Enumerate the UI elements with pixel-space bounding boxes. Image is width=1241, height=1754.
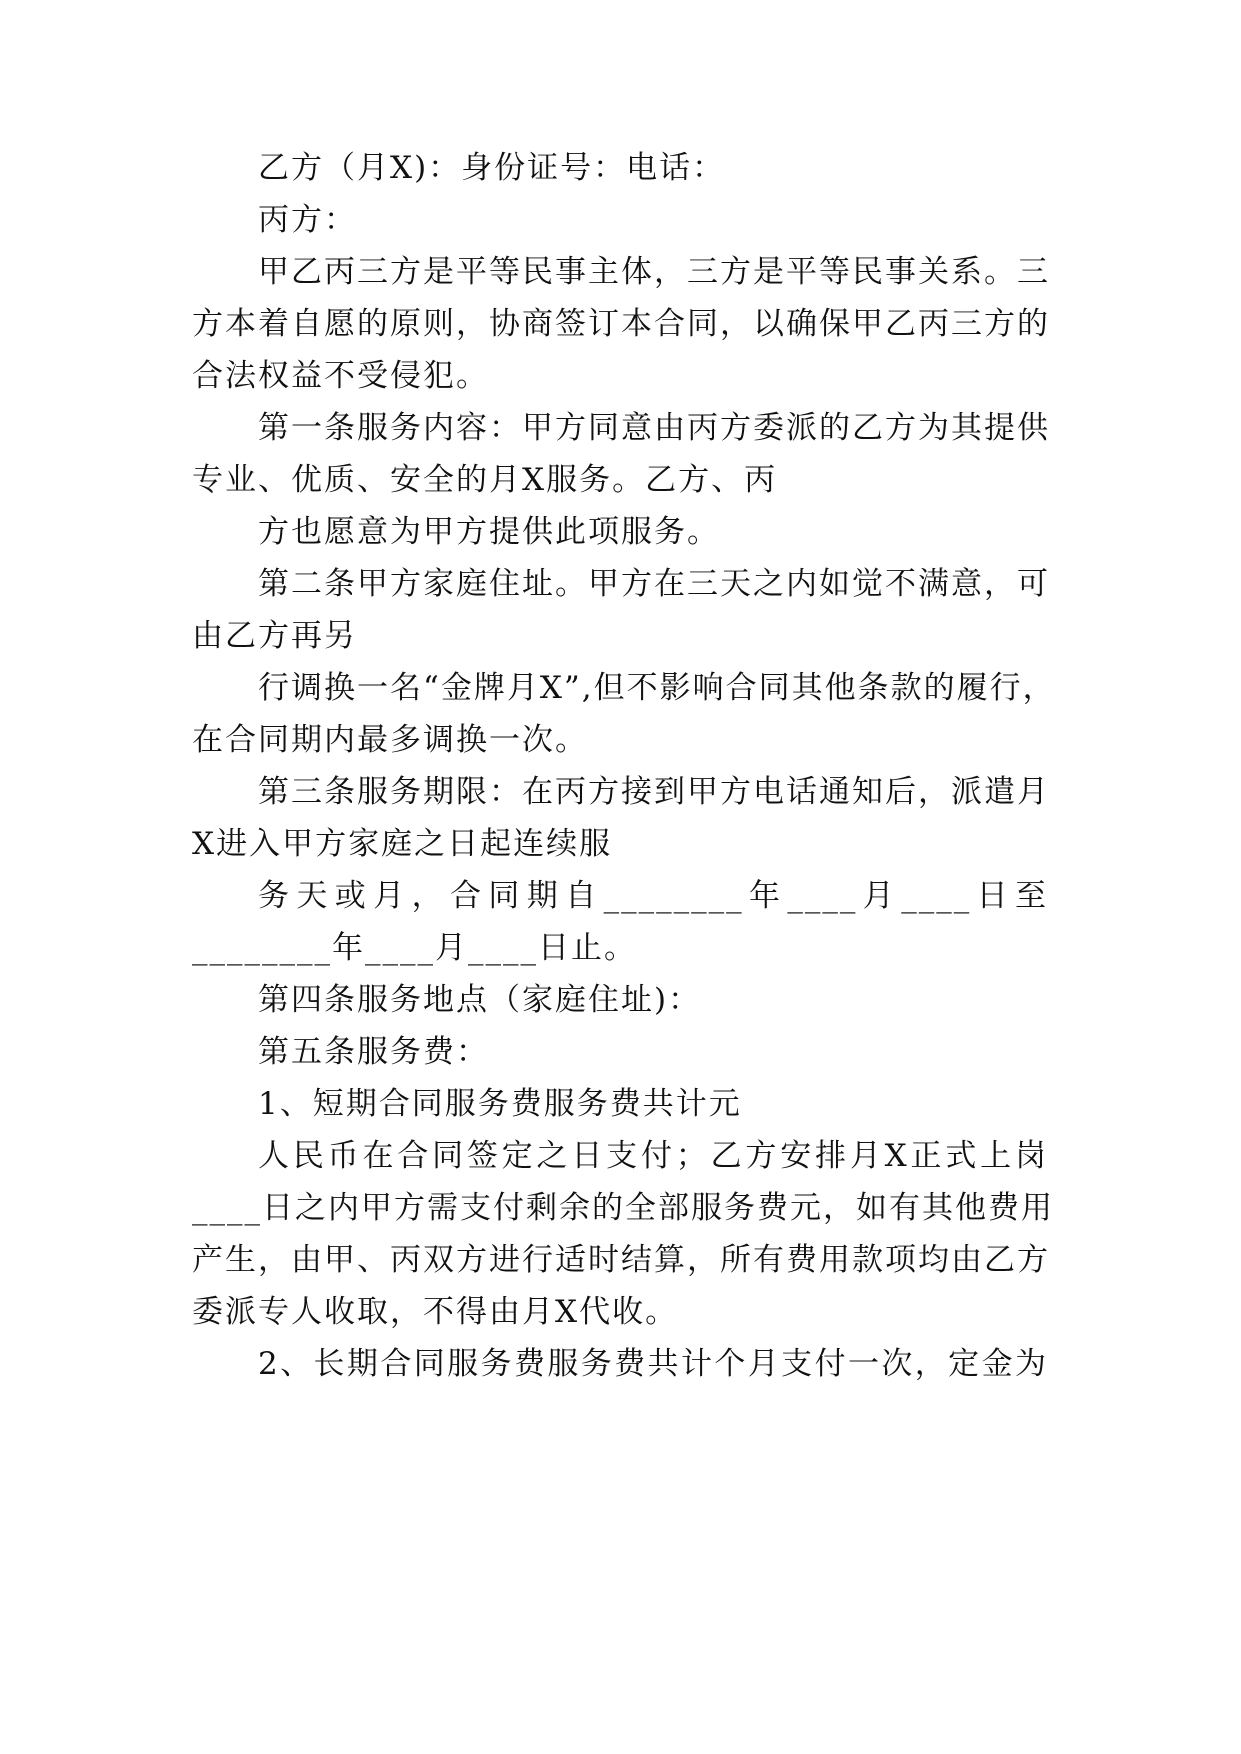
fee-item-1-line-5: 委派专人收取，不得由月X代收。 [192, 1294, 679, 1330]
fee-item-2-line-1: 2、长期合同服务费服务费共计个月支付一次，定金为 [258, 1346, 1048, 1382]
party-c-line: 丙方： [258, 202, 357, 238]
fee-item-1-line-1: 1、短期合同服务费服务费共计元 [258, 1086, 742, 1122]
preamble-line-2: 方本着自愿的原则，协商签订本合同，以确保甲乙丙三方的 [192, 306, 1050, 342]
fee-item-1-line-2: 人民币在合同签定之日支付；乙方安排月X正式上岗 [258, 1138, 1048, 1174]
article-3-line-1: 第三条服务期限：在丙方接到甲方电话通知后，派遣月 [258, 774, 1050, 810]
article-3-line-3: 务天或月，合同期自________年____月____日至 [258, 878, 1048, 914]
fee-item-1-line-4: 产生，由甲、丙双方进行适时结算，所有费用款项均由乙方 [192, 1242, 1050, 1278]
party-b-line: 乙方（月X)：身份证号：电话： [258, 150, 726, 186]
article-1-line-1: 第一条服务内容：甲方同意由丙方委派的乙方为其提供 [258, 410, 1050, 446]
article-2-line-3: 行调换一名“金牌月X”,但不影响合同其他条款的履行， [258, 670, 1056, 706]
article-2-line-4: 在合同期内最多调换一次。 [192, 722, 588, 758]
article-2-line-1: 第二条甲方家庭住址。甲方在三天之内如觉不满意，可 [258, 566, 1050, 602]
article-3-line-4: ________年____月____日止。 [192, 930, 637, 966]
article-3-line-2: X进入甲方家庭之日起连续服 [192, 826, 613, 862]
article-1-line-2: 专业、优质、安全的月X服务。乙方、丙 [192, 462, 778, 498]
preamble-line-1: 甲乙丙三方是平等民事主体，三方是平等民事关系。三 [258, 254, 1050, 290]
article-2-line-2: 由乙方再另 [192, 618, 357, 654]
fee-item-1-line-3: ____日之内甲方需支付剩余的全部服务费元，如有其他费用 [192, 1190, 1054, 1226]
preamble-line-3: 合法权益不受侵犯。 [192, 358, 489, 394]
article-4-line: 第四条服务地点（家庭住址)： [258, 982, 702, 1018]
article-1-line-3: 方也愿意为甲方提供此项服务。 [258, 514, 720, 550]
article-5-heading: 第五条服务费： [258, 1034, 489, 1070]
